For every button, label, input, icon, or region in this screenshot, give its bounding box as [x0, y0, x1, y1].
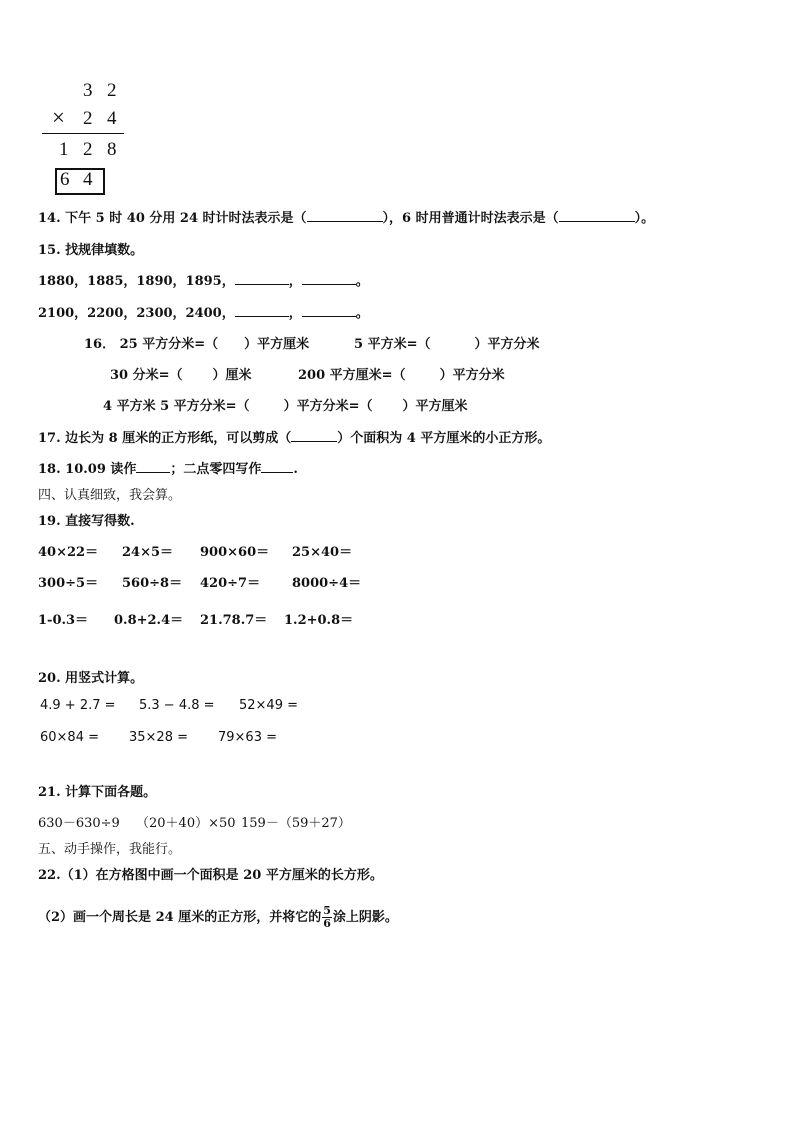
- conversion-text: 5 平方米=（: [354, 337, 431, 352]
- math-item: 40×22＝: [38, 545, 99, 560]
- sentence-end: 。: [355, 306, 369, 321]
- math-item: 1.2+0.8＝: [284, 613, 354, 628]
- separator: ，: [288, 274, 302, 289]
- calc-item: 60×84 =: [40, 730, 100, 745]
- math-item: 560÷8＝: [122, 576, 183, 591]
- question-22-part-2: [38, 905, 398, 930]
- answer-blank[interactable]: [261, 460, 293, 473]
- question-16-row-1: [84, 333, 309, 352]
- math-item: 24×5＝: [122, 545, 174, 560]
- math-item: 25×40＝: [292, 545, 353, 560]
- math-item: 1-0.3＝: [38, 613, 89, 628]
- question-text: （1）在方格图中画一个面积是 20 平方厘米的长方形。: [60, 868, 383, 883]
- multiplier-digit: 2: [83, 108, 93, 129]
- sentence-end: 。: [355, 274, 369, 289]
- math-item: 300÷5＝: [38, 576, 99, 591]
- expression-item: 630－630÷9: [38, 816, 120, 831]
- conversion-text: 4 平方米 5 平方分米=（: [103, 399, 250, 414]
- question-number: 22.: [38, 868, 61, 883]
- question-number: 21.: [38, 785, 61, 800]
- partial-product-digit: 8: [107, 139, 117, 160]
- sentence-end: .: [293, 462, 298, 477]
- fraction-numerator: 5: [323, 904, 331, 917]
- partial-product-digit: 1: [59, 139, 69, 160]
- multiplier-digit: 4: [107, 108, 117, 129]
- question-21-title: [38, 781, 156, 800]
- answer-blank[interactable]: [136, 460, 170, 473]
- question-number: 19.: [38, 514, 61, 529]
- question-text: 用竖式计算。: [65, 671, 144, 686]
- math-item: 8000÷4＝: [292, 576, 362, 591]
- math-item: 900×60＝: [200, 545, 270, 560]
- section-4-heading: 四、认真细致，我会算。: [38, 488, 182, 503]
- partial-product-digit: 2: [83, 139, 93, 160]
- sequence-text: 2100，2200，2300，2400，: [38, 306, 235, 321]
- question-22-part-1: [38, 864, 383, 883]
- question-text: 涂上阴影。: [332, 910, 398, 925]
- question-text: 10.09 读作: [65, 462, 137, 477]
- question-text: ），6 时用普通计时法表示是（: [382, 211, 559, 226]
- calc-item: 79×63 =: [218, 730, 278, 745]
- fraction-denominator: 6: [323, 917, 331, 930]
- calc-line: [42, 133, 124, 134]
- question-text: 计算下面各题。: [65, 785, 157, 800]
- separator: ，: [288, 306, 302, 321]
- math-item: 420÷7＝: [200, 576, 261, 591]
- question-text: ；二点零四写作: [170, 462, 262, 477]
- conversion-text: 25 平方分米=（: [119, 337, 219, 352]
- question-text: 边长为 8 厘米的正方形纸，可以剪成（: [65, 431, 292, 446]
- question-14: [38, 207, 654, 226]
- conversion-text: ）厘米: [212, 368, 252, 383]
- answer-blank[interactable]: [235, 304, 289, 317]
- conversion-text: 30 分米=（: [110, 368, 183, 383]
- question-number: 14.: [38, 211, 61, 226]
- answer-blank[interactable]: [235, 272, 289, 285]
- conversion-text: ）平方分米=（: [283, 399, 373, 414]
- question-text: （2）画一个周长是 24 厘米的正方形，并将它的: [38, 910, 322, 925]
- question-16-row-1b: [354, 333, 539, 352]
- question-number: 15.: [38, 243, 61, 258]
- multiplicand-digit: 2: [107, 80, 117, 101]
- question-text: ）个面积为 4 平方厘米的小正方形。: [337, 431, 551, 446]
- calc-item: 35×28 =: [129, 730, 189, 745]
- question-15-title: [38, 239, 143, 258]
- answer-blank[interactable]: [307, 209, 383, 222]
- section-5-heading: 五、动手操作，我能行。: [38, 842, 182, 857]
- expression-item: （20＋40）×50: [136, 816, 236, 831]
- conversion-text: ）平方厘米: [244, 337, 310, 352]
- answer-blank[interactable]: [302, 304, 356, 317]
- question-text: 下午 5 时 40 分用 24 时计时法表示是（: [65, 211, 307, 226]
- question-number: 20.: [38, 671, 61, 686]
- question-text: ）。: [634, 211, 655, 226]
- sequence-2: [38, 302, 369, 321]
- question-text: 找规律填数。: [65, 243, 144, 258]
- expression-item: 159－（59＋27）: [241, 816, 351, 831]
- fraction: [322, 905, 332, 930]
- question-16-row-3: [103, 395, 467, 414]
- partial-product-digit: 6: [60, 169, 70, 190]
- question-text: 直接写得数.: [65, 514, 135, 529]
- conversion-text: ）平方分米: [474, 337, 540, 352]
- question-16-row-2: [110, 364, 252, 383]
- multiplicand-digit: 3: [83, 80, 93, 101]
- question-17: [38, 427, 550, 446]
- answer-blank[interactable]: [559, 209, 635, 222]
- question-number: 17.: [38, 431, 61, 446]
- sequence-1: [38, 270, 369, 289]
- calc-item: 4.9 + 2.7 =: [40, 698, 116, 713]
- math-item: 21.78.7＝: [200, 613, 268, 628]
- partial-product-digit: 4: [83, 169, 93, 190]
- answer-blank[interactable]: [291, 429, 337, 442]
- math-item: 0.8+2.4＝: [114, 613, 184, 628]
- question-19-title: [38, 510, 135, 529]
- question-20-title: [38, 667, 143, 686]
- conversion-text: ）平方分米: [439, 368, 505, 383]
- multiply-sign: ×: [52, 105, 65, 130]
- sequence-text: 1880，1885，1890，1895，: [38, 274, 235, 289]
- conversion-text: ）平方厘米: [402, 399, 468, 414]
- question-number: 16．: [84, 337, 116, 352]
- question-number: 18.: [38, 462, 61, 477]
- answer-blank[interactable]: [302, 272, 356, 285]
- question-18: [38, 458, 298, 477]
- conversion-text: 200 平方厘米=（: [298, 368, 406, 383]
- question-16-row-2b: [298, 364, 505, 383]
- calc-item: 52×49 =: [239, 698, 299, 713]
- calc-item: 5.3 − 4.8 =: [139, 698, 215, 713]
